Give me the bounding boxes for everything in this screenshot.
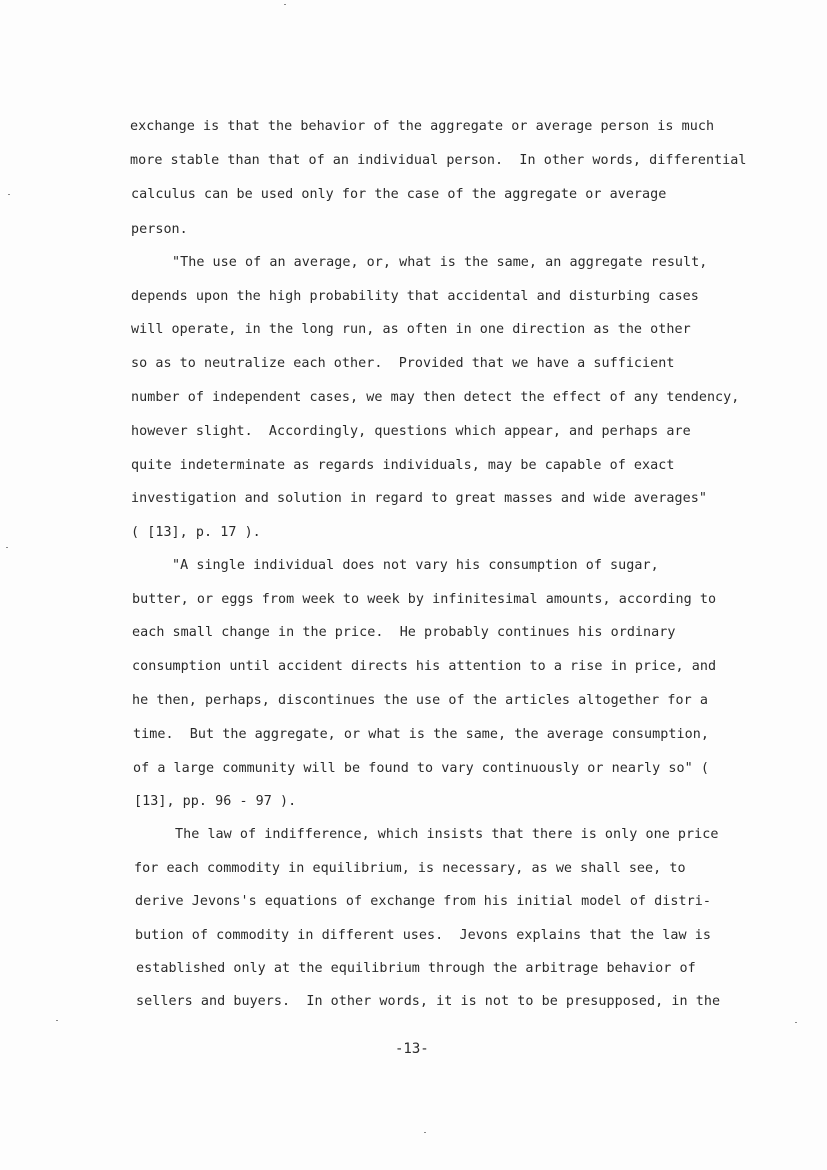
text-line: each small change in the price. He probably continues his ordinary xyxy=(132,625,676,640)
scan-speck xyxy=(8,194,10,195)
text-line: time. But the aggregate, or what is the same, the average consumption, xyxy=(133,727,709,742)
text-line: ( [13], p. 17 ). xyxy=(131,525,261,540)
text-line: exchange is that the behavior of the aggregate or average person is much xyxy=(130,119,715,134)
text-line: The law of indifference, which insists that there is only one price xyxy=(175,827,719,842)
text-line: derive Jevons's equations of exchange from his initial model of distri- xyxy=(135,894,711,909)
text-line: "A single individual does not vary his consumption of sugar, xyxy=(172,558,659,573)
scan-speck xyxy=(6,547,8,548)
scan-speck xyxy=(284,4,286,5)
text-line: butter, or eggs from week to week by infinitesimal amounts, according to xyxy=(132,592,717,607)
text-line: more stable than that of an individual person. In other words, differential xyxy=(130,153,747,168)
text-line: consumption until accident directs his attention to a rise in price, and xyxy=(132,659,717,674)
text-line: person. xyxy=(131,222,188,237)
text-line: [13], pp. 96 - 97 ). xyxy=(134,794,297,809)
scan-speck xyxy=(56,1020,58,1021)
page-number: -13- xyxy=(395,1041,429,1057)
scan-speck xyxy=(424,1132,426,1133)
text-line: will operate, in the long run, as often in one direction as the other xyxy=(131,322,691,337)
text-line: of a large community will be found to vary continuously or nearly so" ( xyxy=(133,761,709,776)
text-line: number of independent cases, we may then detect the effect of any tendency, xyxy=(131,390,740,405)
text-line: sellers and buyers. In other words, it is not to be presupposed, in the xyxy=(136,994,721,1009)
text-line: so as to neutralize each other. Provided that we have a sufficient xyxy=(131,356,675,371)
text-line: for each commodity in equilibrium, is necessary, as we shall see, to xyxy=(134,861,686,876)
text-line: "The use of an average, or, what is the same, an aggregate result, xyxy=(172,255,708,270)
text-line: investigation and solution in regard to great masses and wide averages" xyxy=(131,491,707,506)
text-line: he then, perhaps, discontinues the use of the articles altogether for a xyxy=(132,693,708,708)
text-line: depends upon the high probability that accidental and disturbing cases xyxy=(131,289,699,304)
text-line: bution of commodity in different uses. Jevons explains that the law is xyxy=(135,928,711,943)
text-line: however slight. Accordingly, questions which appear, and perhaps are xyxy=(131,424,691,439)
text-line: established only at the equilibrium through the arbitrage behavior of xyxy=(136,961,696,976)
text-line: calculus can be used only for the case of the aggregate or average xyxy=(131,187,667,202)
scan-speck xyxy=(795,1022,797,1023)
text-line: quite indeterminate as regards individuals, may be capable of exact xyxy=(131,458,675,473)
